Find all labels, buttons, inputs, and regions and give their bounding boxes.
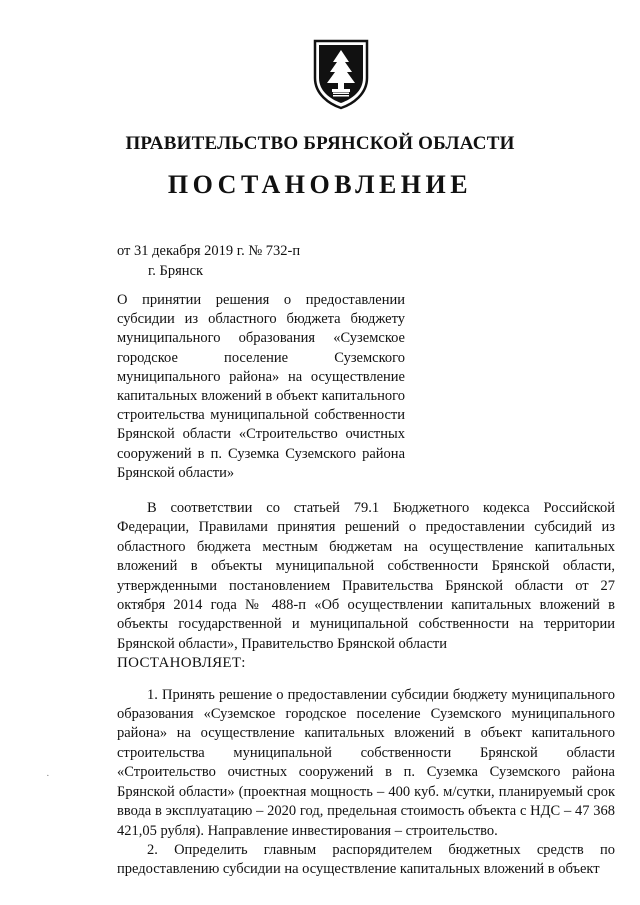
clause-1: 1. Принять решение о предоставлении субсидии бюджету муниципального образования «Суземское городское поселение Суземского муниципального района» на осуществление капитальных вложений в объект капитального строительства муниципальной собственности Брянской области «Строительство очистных сооружений в п. Суземка Суземского района Брянской области» (проектная мощность – 400 куб. м/сутки, планируемый срок ввода в эксплуатацию – 2020 год, предельная стоимость объекта с НДС – 47 368 421,05 рубля). Направление инвестирования – строительство. (117, 686, 615, 839)
resolve-heading: ПОСТАНОВЛЯЕТ: (117, 655, 246, 672)
margin-mark: · (46, 770, 50, 782)
document-body (117, 499, 615, 880)
preamble-paragraph: В соответствии со статьей 79.1 Бюджетного кодекса Российской Федерации, Правилами принятия решений о предоставлении субсидий из областного бюджета местным бюджетам на осуществление капитальных вложений в объекты муниципальной собственности Брянской области, утвержденными постановлением Правительства Брянской области от 27 октября 2014 года № 488-п «Об осуществлении капитальных вложений в объекты государственной и муниципальной собственности на территории Брянской области», Правительство Брянской области (117, 500, 615, 652)
document-subject: О принятии решения о предоставлении субсидии из областного бюджета бюджету муниципального образования «Суземское городское поселение Суземского муниципального района» на осуществление капитальных вложений в объект капитального строительства муниципальной собственности Брянской области «Строительство очистных сооружений в п. Суземка Суземского района Брянской области» (117, 292, 405, 481)
government-title: ПРАВИТЕЛЬСТВО БРЯНСКОЙ ОБЛАСТИ (125, 133, 515, 154)
document-type-heading: ПОСТАНОВЛЕНИЕ (167, 170, 473, 199)
document-date-number: от 31 декабря 2019 г. № 732-п (117, 243, 301, 259)
coat-of-arms-emblem (311, 38, 371, 110)
document-city: г. Брянск (148, 263, 204, 279)
clause-2: 2. Определить главным распорядителем бюджетных средств по предоставлению субсидии на осуществление капитальных вложений в объект (117, 841, 615, 878)
